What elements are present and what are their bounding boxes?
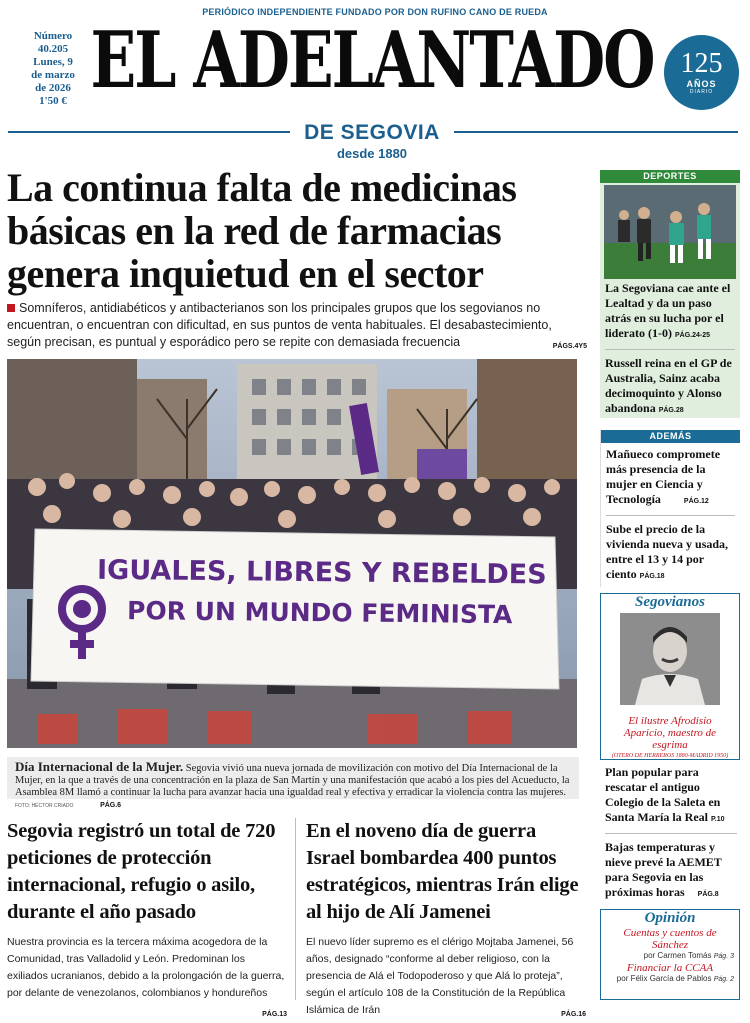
bullet-square-icon [7, 304, 15, 312]
masthead-tagline: PERIÓDICO INDEPENDIENTE FUNDADO POR DON RUFINO CANO DE RUEDA [202, 7, 548, 17]
edition-price: 1'50 € [39, 95, 67, 107]
opinion-section [600, 909, 740, 1000]
football-photo-illustration [604, 185, 736, 279]
deportes-item-2-page: PÁG.28 [658, 407, 684, 414]
segovianos-label: Segovianos [634, 594, 705, 610]
banner-line-2: POR UN MUNDO FEMINISTA [126, 596, 513, 630]
badge-sub: DIARIO [689, 89, 714, 95]
ademas-item-1[interactable] [606, 447, 735, 509]
story-right-body [306, 934, 586, 1019]
divider [605, 833, 737, 834]
banner-line-1: IGUALES, LIBRES Y REBELDES [96, 554, 547, 591]
badge-number: 125 [680, 48, 723, 79]
deportes-item-1-text: La Segoviana cae ante el Lealtad y da un paso atrás en su lucha por el liderato (1-0) [605, 281, 731, 340]
edition-year: de 2026 [35, 82, 71, 94]
caption-title: Día Internacional de la Mujer. [15, 759, 184, 774]
caption-page: PÁG.6 [100, 802, 122, 809]
opinion-item-2-byline [606, 974, 734, 983]
edition-number-label: Número [33, 30, 73, 42]
edition-day: Lunes, 9 [33, 56, 73, 68]
portrait [620, 613, 720, 705]
march-photo-illustration [7, 359, 577, 748]
opinion-item-2-title: Financiar la CCAA [626, 962, 714, 974]
opinion-item-1-author: por Carmen Tomás [643, 951, 712, 960]
opinion-item-2-author: por Félix García de Pablos [616, 974, 712, 983]
football-photo[interactable] [604, 185, 736, 279]
story-right[interactable] [306, 818, 586, 1023]
story-left[interactable] [7, 818, 287, 1023]
opinion-item-1-byline [606, 951, 734, 960]
story-left-page: PÁG.13 [262, 1011, 287, 1018]
story-right-body-text: El nuevo líder supremo es el clérigo Mojtaba Jamenei, 56 años, designado “conforme al deber religioso, con la presencia de Alá el Todopoderoso y que Alá lo proteja”, según el artículo 108 de la Constitución de la República Islámica de Irán [306, 936, 574, 1016]
story-left-body-text: Nuestra provincia es la tercera máxima acogedora de la Comunidad, tras Valladolid y León. Predominan los exiliados ucranianos, debido a la prolongación de la guerra, por delante de venezolanos, colombianos y hondureños [7, 936, 285, 999]
opinion-label: Opinión [644, 910, 696, 926]
more-item-2-page: PÁG.8 [697, 891, 719, 898]
opinion-item-2-page: Pág. 2 [713, 976, 734, 983]
deportes-label: DEPORTES [600, 170, 740, 183]
column-separator [295, 818, 296, 1000]
more-item-2-text: Bajas temperaturas y nieve prevé la AEMET para Segovia en las próximas horas [605, 840, 722, 899]
ademas-item-2-page: PÁG.18 [639, 573, 665, 580]
divider [605, 349, 735, 350]
deportes-section [600, 170, 740, 418]
ademas-item-1-text: Mañueco compromete más presencia de la mujer en Ciencia y Tecnología [606, 447, 721, 506]
divider [606, 515, 735, 516]
anniversary-badge [664, 35, 739, 110]
photo-credit: FOTO: HÉCTOR CRIADO [15, 803, 74, 809]
newspaper-logo[interactable]: EL ADELANTADO [90, 15, 654, 107]
ademas-section [600, 430, 740, 587]
more-item-1-page: P.10 [711, 816, 725, 823]
deportes-item-1[interactable] [605, 281, 735, 343]
lead-headline[interactable]: La continua falta de medicinas básicas en la red de farmacias genera inquietud en el sector [7, 165, 517, 296]
caption-text: Segovia vivió una nueva jornada de movilización con motivo del Día Internacional de la Mujer, en la que a través de una concentración en la plaza de San Martín y una manifestación que acabó a los pies del Acueducto, la Asamblea 8M llamó a continuar la lucha para avanzar hacia una igualdad real y efectiva y erradicar la violencia contra las mujeres. [15, 763, 570, 798]
deportes-item-2[interactable] [605, 356, 735, 418]
lead-page: PÁGS.4Y5 [552, 343, 587, 350]
ademas-item-1-page: PÁG.12 [683, 498, 709, 505]
edition-info [22, 30, 84, 108]
opinion-item-2[interactable] [601, 960, 739, 983]
deportes-item-2-text: Russell reina en el GP de Australia, Sainz acaba decimoquinto y Alonso abandona [605, 356, 732, 415]
ademas-item-2[interactable] [606, 522, 735, 584]
march-photo[interactable] [7, 359, 577, 748]
ademas-item-2-text: Sube el precio de la vivienda nueva y usada, entre el 13 y 14 por ciento [606, 522, 729, 581]
story-left-headline[interactable]: Segovia registró un total de 720 peticiones de protección internacional, refugio o asilo, durante el año pasado [7, 820, 276, 923]
segovianos-dates: (OTERO DE HERREROS 1880-MADRID 1950) [611, 753, 729, 759]
edition-date: de marzo [31, 69, 75, 81]
segovianos-caption: El ilustre Afrodisio Aparicio, maestro de esgrima [623, 715, 717, 751]
opinion-item-1-page: Pág. 3 [713, 953, 734, 960]
segovianos-section[interactable] [600, 593, 740, 760]
masthead-since: desde 1880 [336, 146, 408, 161]
edition-number: 40.205 [37, 43, 69, 55]
deportes-item-1-page: PÁG.24-25 [674, 332, 711, 339]
lead-summary-text: Somníferos, antidiabéticos y antibacterianos son los principales grupos que los segovianos no encuentran, o encuentran con dificultad, en sus puntos de venta habituales. El desabastecimiento, según precisan, es puntual y esporádico pero se repite con demasiada frecuencia [7, 301, 552, 349]
story-left-body [7, 934, 287, 1018]
more-item-1[interactable] [605, 765, 737, 827]
opinion-item-1-title: Cuentas y cuentos de Sánchez [623, 927, 717, 951]
masthead-subtitle: DE SEGOVIA [304, 121, 440, 144]
portrait-illustration [620, 613, 720, 705]
more-item-1-text: Plan popular para rescatar el antiguo Colegio de la Saleta en Santa María la Real [605, 765, 721, 824]
ademas-label: ADEMÁS [601, 430, 740, 443]
photo-caption [7, 757, 579, 809]
more-news [605, 765, 737, 902]
story-right-headline[interactable]: En el noveno día de guerra Israel bombardea 400 puntos estratégicos, mientras Irán elige al hijo de Alí Jamenei [306, 820, 579, 923]
lead-summary [7, 300, 587, 355]
badge-label: AÑOS [686, 79, 717, 89]
masthead-rule-left [8, 131, 290, 133]
more-item-2[interactable] [605, 840, 737, 902]
opinion-item-1[interactable] [601, 927, 739, 960]
masthead-rule-right [454, 131, 738, 133]
story-right-page: PÁG.16 [561, 1011, 586, 1018]
